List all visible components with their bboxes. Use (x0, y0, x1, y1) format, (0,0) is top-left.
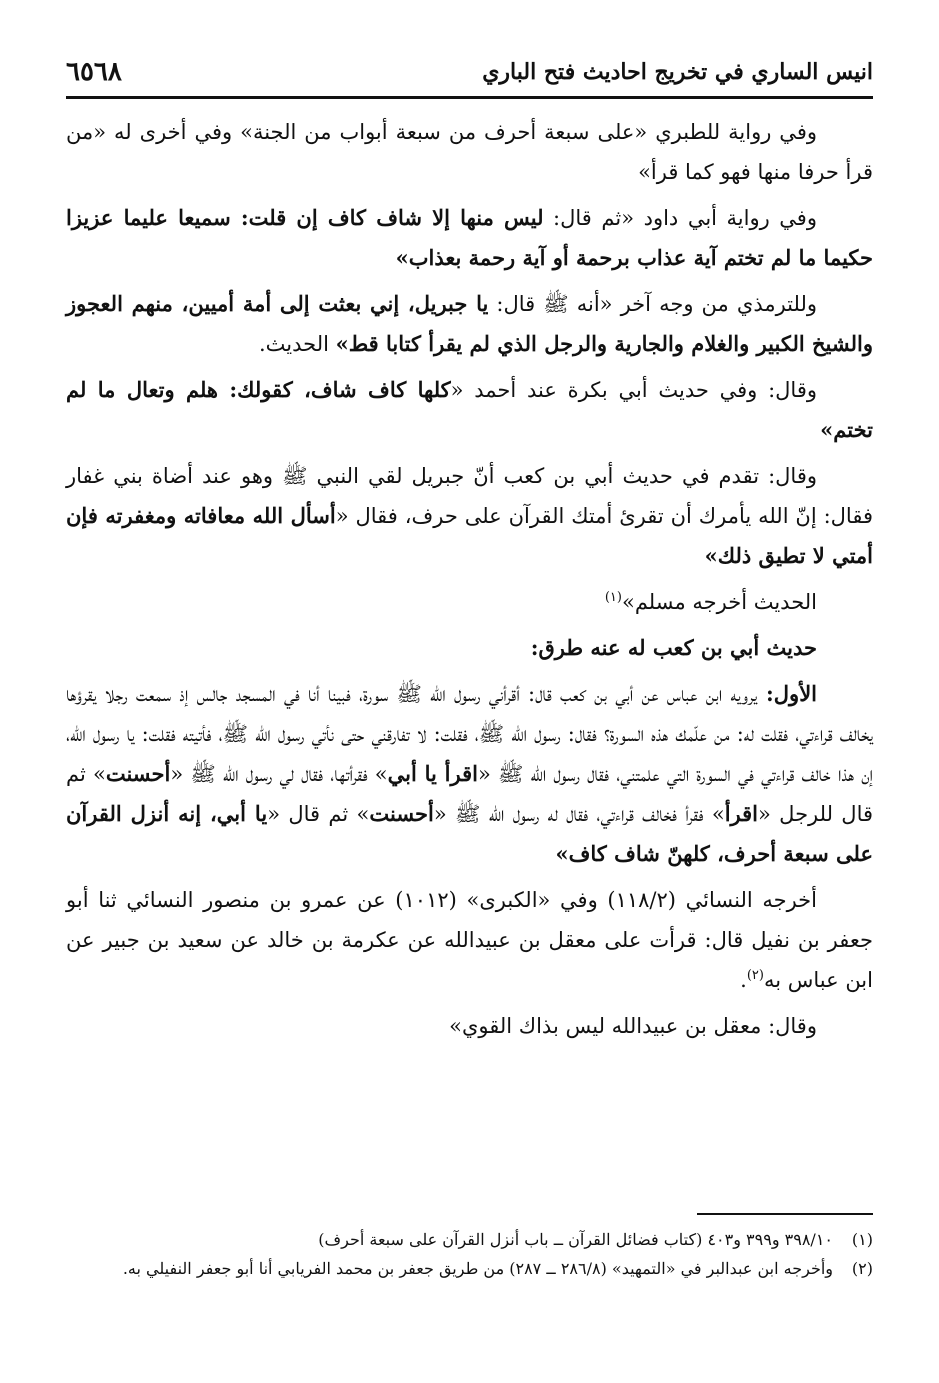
paragraph-group-2 (66, 674, 873, 1046)
header-divider (66, 96, 873, 99)
paragraph-group-1 (66, 112, 873, 622)
page-header (66, 52, 873, 92)
paragraph (66, 674, 873, 874)
text-run: أخرجه النسائي (١١٨/٢) وفي «الكبرى» (١٠١٢) عن عمرو بن منصور النسائي ثنا أبو جعفر بن نفيل قال: قرأت على معقل بن عبيدالله عن عكرمة بن خالد عن سعيد بن جبير عن ابن عباس به (66, 888, 873, 992)
footnote-marker: (٢) (746, 968, 764, 983)
paragraph (66, 198, 873, 278)
main-text (66, 112, 873, 1052)
footnote (66, 1226, 873, 1253)
text-run: يرويه ابن عباس عن أبي بن كعب قال: أقرأني رسول الله ﷺ سورة، فبينا أنا في المسجد جالس إذ سمعت رجلا يقرؤها يخالف قراءتي، فقلت له: من علّمك هذه السورة؟ فقال: رسول الله ﷺ، فقلت: لا تفارقني حتى نأتي رسول الله ﷺ، فأتيته فقلت: يا رسول الله، إن هذا خالف قراءتي في السورة التي علمتني، فقال رسول الله ﷺ « (66, 682, 873, 786)
footnote-text: ٣٩٨/١٠ و٣٩٩ و٤٠٣ (كتاب فضائل القرآن ــ باب أنزل القرآن على سبعة أحرف) (318, 1230, 833, 1249)
bold-text: اقرأ (724, 801, 758, 826)
text-run: الحديث. (258, 332, 336, 356)
bold-text: الأول: (757, 681, 818, 706)
footnote-divider (697, 1213, 873, 1215)
text-run: . (740, 968, 747, 992)
bold-text: أسأل الله معافاته ومغفرته فإن أمتي لا تطيق ذلك» (66, 503, 873, 568)
footnotes (66, 1226, 873, 1284)
running-title: انيس الساري في تخريج احاديث فتح الباري (482, 59, 873, 85)
text-run: وقال: وفي حديث أبي بكرة عند أحمد « (450, 378, 817, 402)
paragraph (66, 284, 873, 364)
bold-text: كلها كاف شاف، كقولك: هلم وتعال ما لم تختم» (66, 377, 873, 442)
bold-text: أحسنت (369, 801, 434, 826)
paragraph (66, 1006, 873, 1046)
page-number: ٦٥٦٨ (66, 57, 122, 87)
text-run: الحديث أخرجه مسلم» (621, 590, 817, 614)
text-run: وفي رواية أبي داود «ثم قال: (543, 206, 817, 230)
text-run: وقال: معقل بن عبيدالله ليس بذاك القوي» (449, 1014, 817, 1038)
paragraph (66, 456, 873, 576)
text-run: » فقرأتها، فقال لي رسول الله ﷺ « (170, 762, 388, 786)
paragraph (66, 880, 873, 1000)
text-run: » ثم قال للرجل « (66, 762, 874, 826)
paragraph (66, 370, 873, 450)
footnote-number: (٢) (851, 1259, 873, 1278)
bold-text: ليس منها إلا شاف كاف إن قلت: سميعا عليما عزيزا حكيما ما لم تختم آية عذاب برحمة أو آية رحمة بعذاب» (66, 205, 873, 270)
text-run: وفي رواية للطبري «على سبعة أحرف من سبعة أبواب من الجنة» وفي أخرى له «من قرأ حرفا منها فهو كما قرأ» (66, 120, 873, 184)
footnote-number: (١) (851, 1230, 873, 1249)
footnote (66, 1255, 873, 1282)
footnote-marker: (١) (604, 590, 622, 605)
text-run: وقال: تقدم في حديث أبي بن كعب أنّ جبريل لقي النبي ﷺ وهو عند أضاة بني غفار فقال: إنّ الله يأمرك أن تقرئ أمتك القرآن على حرف، فقال « (66, 464, 873, 528)
bold-text: أحسنت (105, 761, 171, 786)
footnote-text: وأخرجه ابن عبدالبر في «التمهيد» (٢٨٦/٨ ــ ٢٨٧) من طريق جعفر بن محمد الفريابي أنا أبو جعفر النفيلي به. (122, 1259, 833, 1278)
bold-text: يا جبريل، إني بعثت إلى أمة أميين، منهم العجوز والشيخ الكبير والغلام والجارية والرجل الذي لم يقرأ كتابا قط» (66, 291, 873, 356)
text-run: » ثم قال « (267, 802, 370, 826)
paragraph (66, 112, 873, 192)
bold-text: اقرأ يا أبي (387, 761, 478, 786)
paragraph (66, 582, 873, 622)
section-heading: حديث أبي بن كعب له عنه طرق: (530, 635, 817, 660)
text-run: » فقرأ فخالف قراءتي، فقال له رسول الله ﷺ « (433, 802, 725, 826)
text-run: وللترمذي من وجه آخر «أنه ﷺ قال: (488, 292, 818, 316)
bold-text: يا أبي، إنه أنزل القرآن على سبعة أحرف، كلهنّ شاف كاف» (66, 801, 873, 866)
